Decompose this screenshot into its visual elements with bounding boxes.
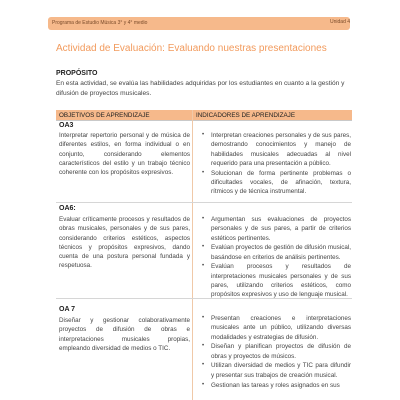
oa-description: Evaluar críticamente procesos y resultados de obras musicales, personales y de sus pares, considerando criterios estéticos, aspectos técnicos y propósitos expresivos, dando cuenta de una postura personal fundada y respetuosa. [59,216,190,270]
indicator-text: Presentan creaciones e interpretaciones musicales ante un público, utilizando diversas modalidades y estrategias de difusión. [211,315,351,341]
indicator-text: Solucionan de forma pertinente problemas o dificultades vocales, de afinación, textura, rítmicos y de técnica instrumental. [211,169,351,196]
column-divider [192,110,193,400]
bullet-icon: • [202,343,205,350]
indicator-list [202,215,351,300]
row-divider [56,202,352,203]
list-item [202,243,351,262]
bullet-icon: • [202,169,205,176]
oa-description: Interpretar repertorio personal y de música de diferentes estilos, en forma individual o en conjunto, considerando elementos característicos del estilo y un trabajo técnico coherente con los propósitos expresivos. [59,132,190,177]
list-item [202,342,351,361]
unit-badge: Unidad 4 [330,19,351,25]
list-item [202,361,351,380]
indicator-text: Utilizan diversidad de medios y TIC para difundir y presentar sus trabajos de creación musical. [211,362,351,379]
indicator-text: Evalúan proyectos de gestión de difusión musical, basándose en criterios de análisis pertinentes. [211,244,351,261]
oa-description: Diseñar y gestionar colaborativamente proyectos de difusión de obras e interpretaciones musicales propias, empleando diversidad de medios o TIC. [59,317,190,352]
bullet-icon: • [202,263,205,270]
purpose-text: En esta actividad, se evalúa las habilidades adquiridas por los estudiantes en cuanto a la gestión y difusión de proyectos musicales. [56,80,345,97]
oa-code: OA3 [59,122,74,129]
indicator-text: Evalúan procesos y resultados de interpretaciones musicales personales y de sus pares, utilizando criterios estéticos, como propósitos expresivos y uso de lenguaje musical. [211,263,351,299]
indicator-text: Gestionan las tareas y roles asignados en sus [211,381,340,389]
oa-code: OA 7 [59,306,76,313]
indicator-list [202,131,351,197]
indicator-text: Argumentan sus evaluaciones de proyectos personales y de sus pares, a partir de criterios estéticos pertinentes. [211,216,351,242]
bullet-icon: • [202,362,205,369]
page-title: Actividad de Evaluación: Evaluando nuestras presentaciones [56,43,327,54]
header-objectives: OBJETIVOS DE APRENDIZAJE [56,110,192,121]
bullet-icon: • [202,315,205,321]
oa-code: OA6: [59,205,76,212]
indicator-list [202,314,351,390]
row-divider [56,298,352,299]
indicator-text: Diseñan y planifican proyectos de difusión de obras y proyectos de músicos. [211,343,351,360]
list-item [202,381,351,390]
list-item [202,314,351,342]
bullet-icon: • [202,216,205,222]
program-name: Programa de Estudio Música 3° y 4° medio [52,20,148,26]
list-item [202,262,351,299]
list-item [202,131,351,168]
header-indicators: INDICADORES DE APRENDIZAJE [193,110,352,121]
list-item [202,169,351,197]
bullet-icon: • [202,381,205,388]
list-item [202,215,351,243]
purpose-heading: PROPÓSITO [56,70,98,77]
bullet-icon: • [202,132,205,138]
indicator-text: Interpretan creaciones personales y de sus pares, demostrando conocimientos y manejo de habilidades musicales adecuadas al nivel requerido para una presentación a público. [211,132,351,167]
objectives-table [56,110,352,400]
bullet-icon: • [202,244,205,251]
